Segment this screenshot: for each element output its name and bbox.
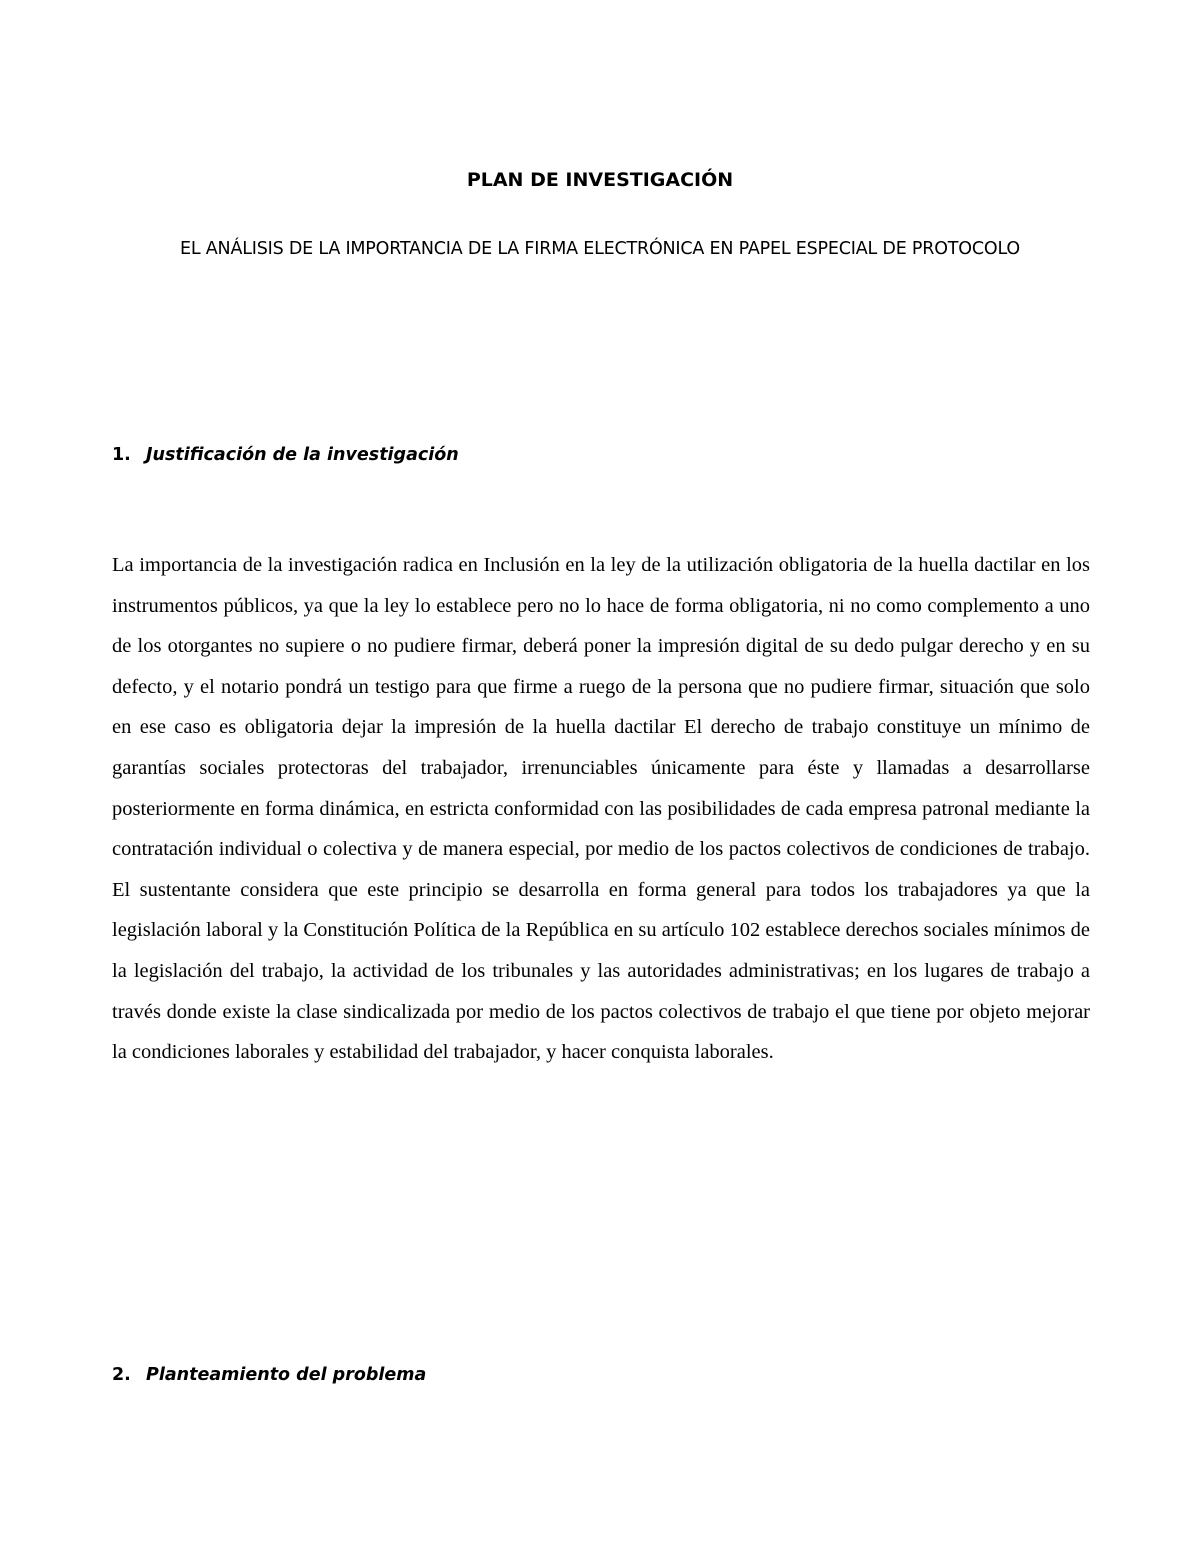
- justificacion-paragraph: La importancia de la investigación radica en Inclusión en la ley de la utilización obligatoria de la huella dactilar en los instrumentos públicos, ya que la ley lo establece pero no lo hace de forma obligatoria, ni no como complemento a uno de los otorgantes no supiere o no pudiere firmar, deberá poner la impresión digital de su dedo pulgar derecho y en su defecto, y el notario pondrá un testigo para que firme a ruego de la persona que no pudiere firmar, situación que solo en ese caso es obligatoria dejar la impresión de la huella dactilar El derecho de trabajo constituye un mínimo de garantías sociales protectoras del trabajador, irrenunciables únicamente para éste y llamadas a desarrollarse posteriormente en forma dinámica, en estricta conformidad con las posibilidades de cada empresa patronal mediante la contratación individual o colectiva y de manera especial, por medio de los pactos colectivos de condiciones de trabajo. El sustentante considera que este principio se desarrolla en forma general para todos los trabajadores ya que la legislación laboral y la Constitución Política de la República en su artículo 102 establece derechos sociales mínimos de la legislación del trabajo, la actividad de los tribunales y las autoridades administrativas; en los lugares de trabajo a través donde existe la clase sindicalizada por medio de los pactos colectivos de trabajo el que tiene por objeto mejorar la condiciones laborales y estabilidad del trabajador, y hacer conquista laborales.: [112, 554, 1090, 1064]
- section-heading-planteamiento: [112, 1361, 426, 1389]
- document-subtitle: EL ANÁLISIS DE LA IMPORTANCIA DE LA FIRMA ELECTRÓNICA EN PAPEL ESPECIAL DE PROTOCOLO: [180, 239, 1020, 259]
- section-number: 2.: [112, 1365, 131, 1385]
- document-title: PLAN DE INVESTIGACIÓN: [466, 169, 734, 191]
- section-heading-text: Justificación de la investigación: [146, 445, 459, 465]
- section-heading-text: Planteamiento del problema: [146, 1365, 427, 1385]
- section-heading-justificacion: [112, 441, 459, 469]
- section-number: 1.: [112, 445, 131, 465]
